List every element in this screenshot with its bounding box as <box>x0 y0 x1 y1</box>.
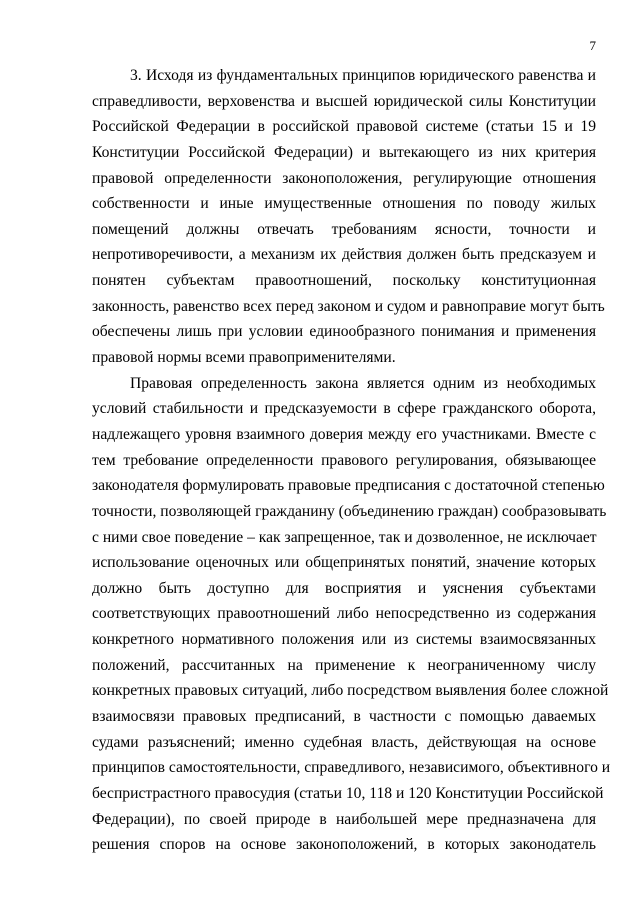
text-line: с ними свое поведение – как запрещенное, так и дозволенное, не исключает <box>92 528 597 546</box>
text-line: условий стабильности и предсказуемости в сфере гражданского оборота, <box>92 400 596 418</box>
text-line: справедливости, верховенства и высшей юридической силы Конституции <box>92 92 596 110</box>
text-line: собственности и иные имущественные отношения по поводу жилых <box>92 195 596 213</box>
text-line: Федерации), по своей природе в наибольшей мере предназначена для <box>92 810 596 828</box>
text-line: тем требование определенности правового регулирования, обязывающее <box>92 451 596 469</box>
text-line: законность, равенство всех перед законом и судом и равноправие могут быть <box>92 297 605 315</box>
text-line: судами разъяснений; именно судебная власть, действующая на основе <box>92 733 596 751</box>
text-line: обеспечены лишь при условии единообразного понимания и применения <box>92 323 596 341</box>
text-line: Конституции Российской Федерации) и вытекающего из них критерия <box>92 143 596 161</box>
text-line: беспристрастного правосудия (статьи 10, 118 и 120 Конституции Российской <box>92 784 604 802</box>
paragraph-2 <box>92 371 611 858</box>
text-line: Правовая определенность закона является одним из необходимых <box>130 374 596 392</box>
text-line: решения споров на основе законоположений, в которых законодатель <box>92 836 596 854</box>
text-line: должно быть доступно для восприятия и уяснения субъектами <box>92 579 596 597</box>
text-line: Российской Федерации в российской правовой системе (статьи 15 и 19 <box>92 118 596 136</box>
text-line: помещений должны отвечать требованиям ясности, точности и <box>92 220 596 238</box>
text-line: конкретных правовых ситуаций, либо посредством выявления более сложной <box>92 682 609 700</box>
text-line: непротиворечивости, а механизм их действия должен быть предсказуем и <box>92 246 596 264</box>
text-line: законодателя формулировать правовые предписания с достаточной степенью <box>92 477 605 495</box>
page-number: 7 <box>589 38 596 53</box>
text-line: правовой нормы всеми правоприменителями. <box>92 349 396 367</box>
text-line: соответствующих правоотношений либо непосредственно из содержания <box>92 605 596 623</box>
text-line: точности, позволяющей гражданину (объединению граждан) сообразовывать <box>92 502 607 520</box>
text-line: взаимосвязи правовых предписаний, в частности с помощью даваемых <box>92 708 596 726</box>
text-line: 3. Исходя из фундаментальных принципов юридического равенства и <box>130 67 596 84</box>
text-line: понятен субъектам правоотношений, поскольку конституционная <box>92 272 596 290</box>
text-line: положений, рассчитанных на применение к неограниченному числу <box>92 656 596 674</box>
text-line: принципов самостоятельности, справедливого, независимого, объективного и <box>92 759 611 777</box>
text-line: правовой определенности законоположения, регулирующие отношения <box>92 169 596 187</box>
text-line: надлежащего уровня взаимного доверия между его участниками. Вместе с <box>92 425 596 443</box>
text-line: конкретного нормативного положения или из системы взаимосвязанных <box>92 631 596 649</box>
paragraph-1 <box>92 63 605 371</box>
text-line: использование оценочных или общепринятых понятий, значение которых <box>92 554 596 572</box>
body-text <box>92 63 611 858</box>
